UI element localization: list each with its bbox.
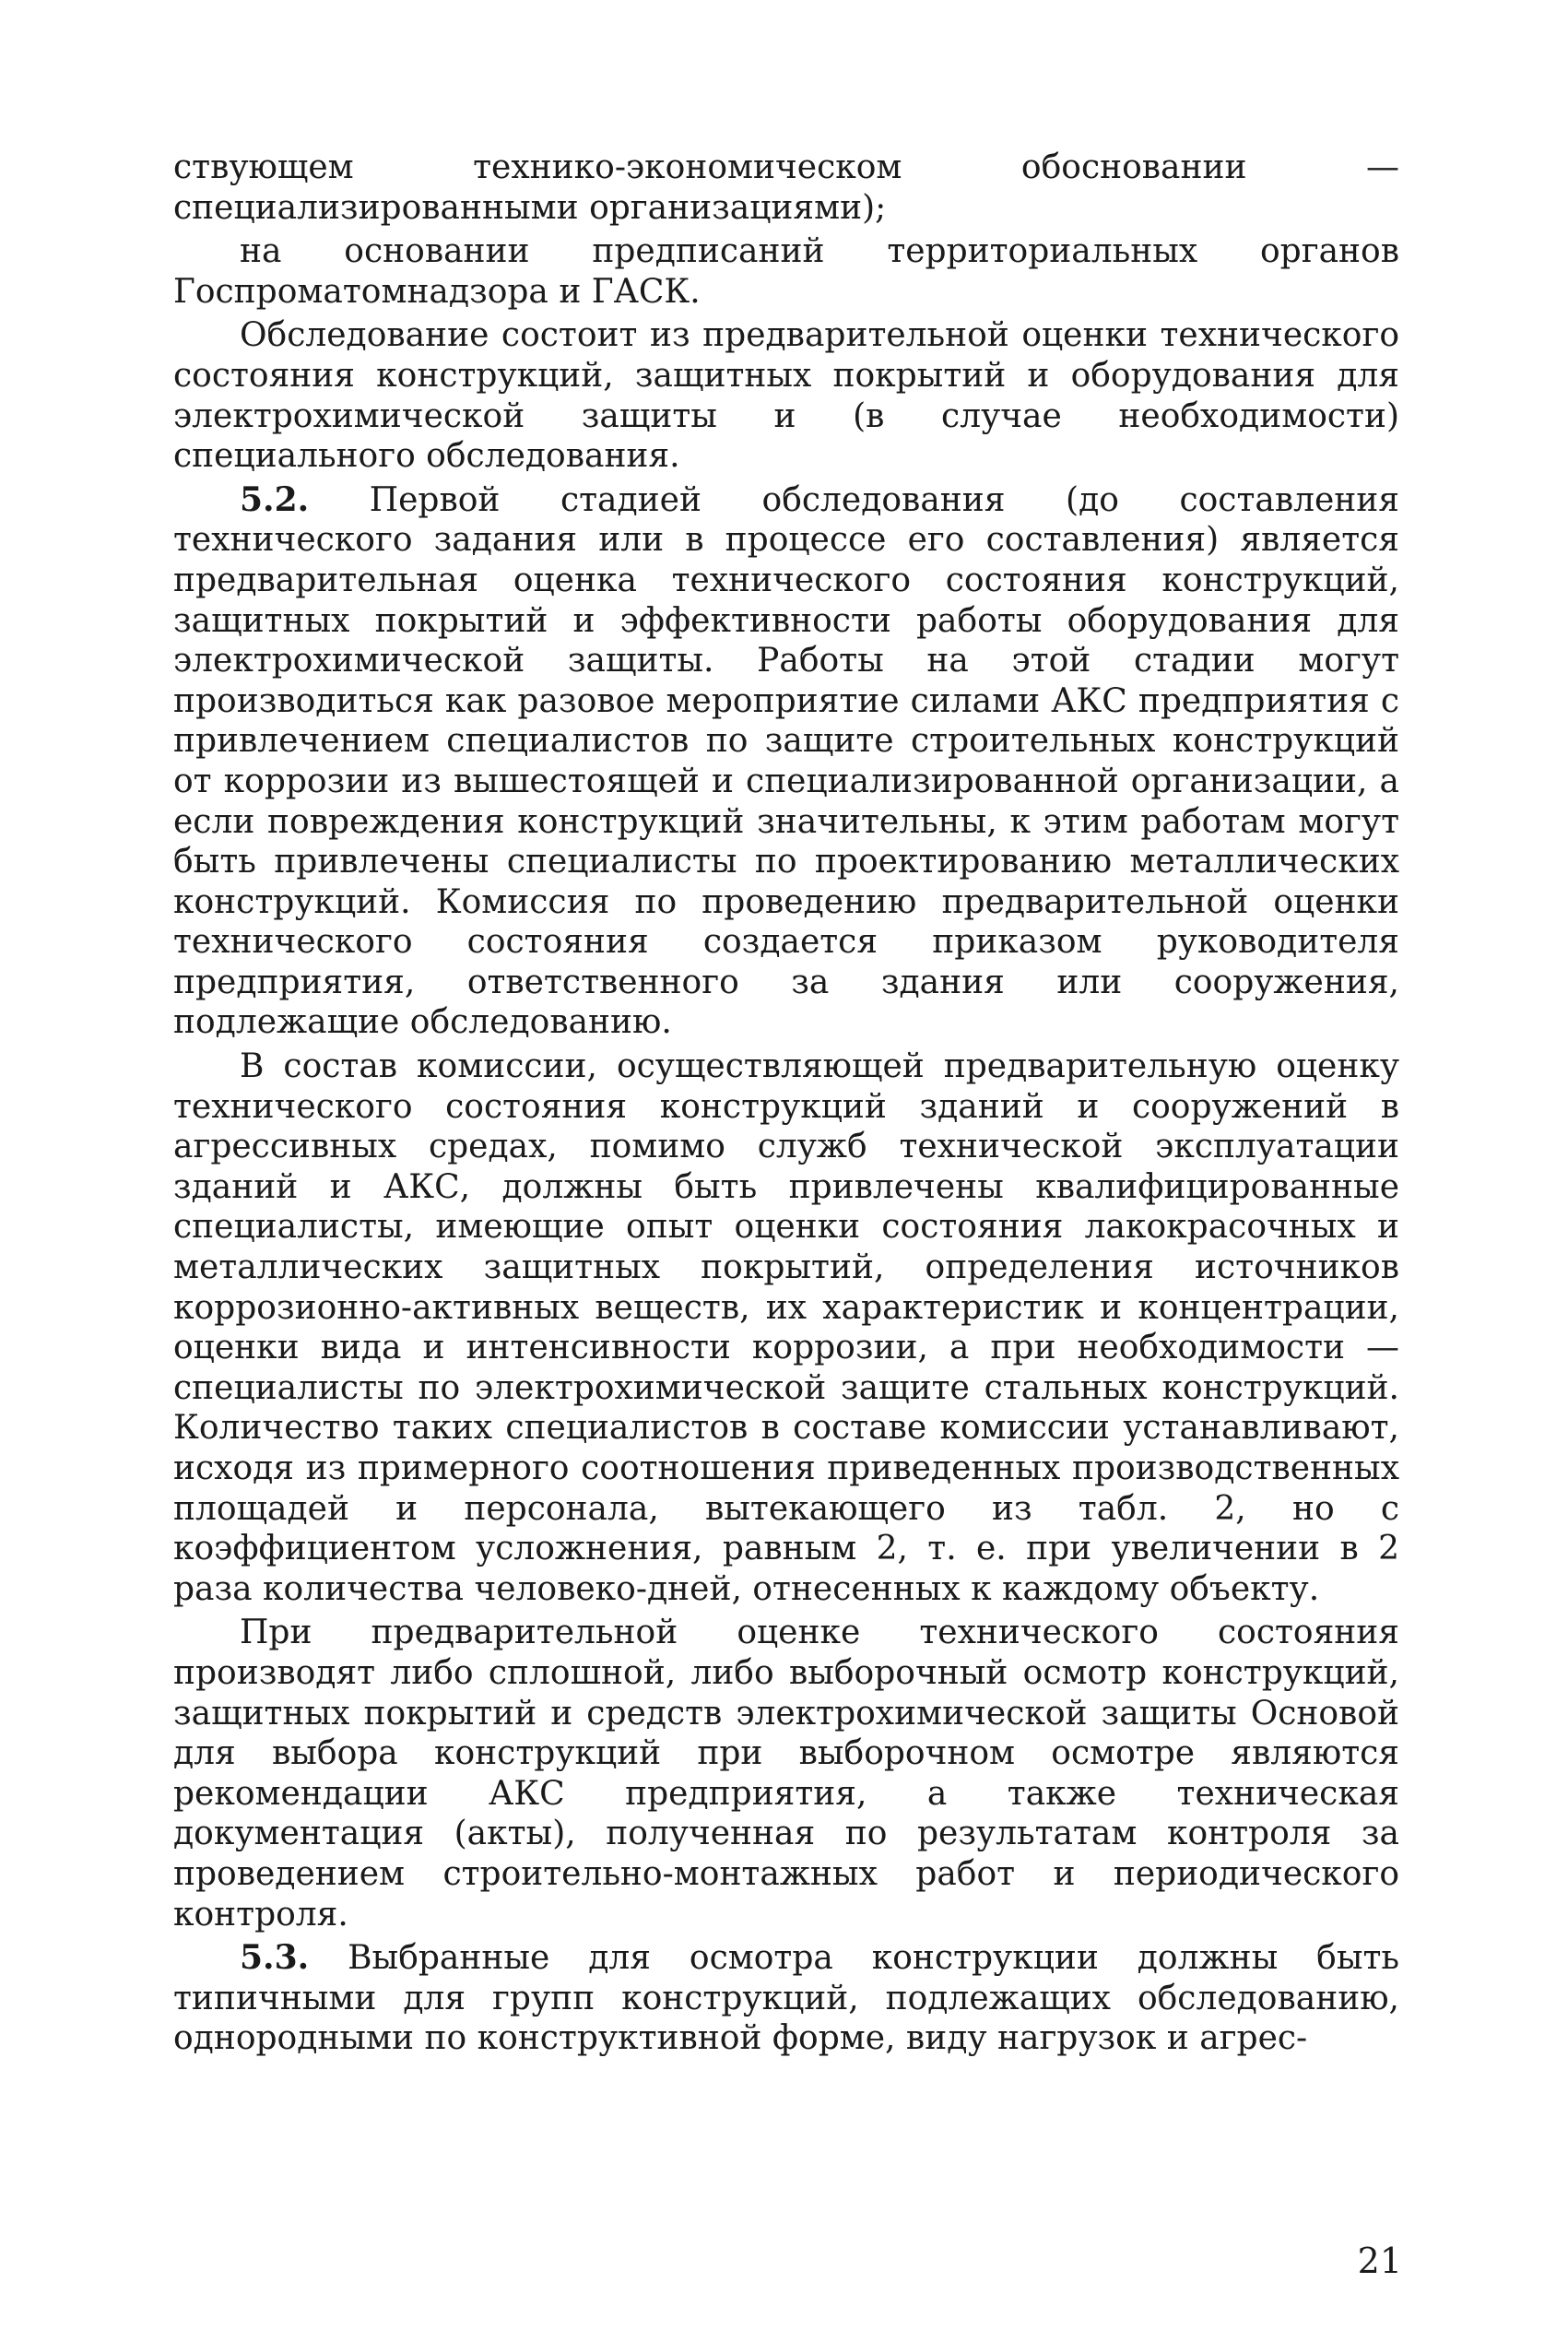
paragraph: Обследование состоит из предварительной оценки технического состояния конструкций, защитных покрытий и оборудования для электрохимической защиты и (в случае необходимости) специального обследования. <box>173 316 1399 476</box>
paragraph-text: Выбранные для осмотра конструкции должны быть типичными для групп конструкций, подлежащих обследованию, однородными по конструктивной форме, виду нагрузок и агрес- <box>173 1939 1399 2058</box>
section-number: 5.2. <box>240 479 310 519</box>
page-body <box>173 148 1399 2059</box>
section-number: 5.3. <box>240 1938 310 1978</box>
paragraph-text: Первой стадией обследования (до составления технического задания или в процессе его составления) является предварительная оценка технического состояния конструкций, защитных покрытий и эффективности работы оборудования для электрохимической защиты. Работы на этой стадии могут производиться как разовое мероприятие силами АКС предприятия с привлечением специалистов по защите строительных конструкций от коррозии из вышестоящей и специализированной организации, а если повреждения конструкций значительны, к этим работам могут быть привлечены специалисты по проектированию металлических конструкций. Комиссия по проведению предварительной оценки технического состояния создается приказом руководителя предприятия, ответственного за здания или сооружения, подлежащие обследованию. <box>173 480 1399 1042</box>
paragraph: При предварительной оценке технического состояния производят либо сплошной, либо выборочный осмотр конструкций, защитных покрытий и средств электрохимической защиты Основой для выбора конструкций при выборочном осмотре являются рекомендации АКС предприятия, а также техническая документация (акты), полученная по результатам контроля за проведением строительно-монтажных работ и периодического контроля. <box>173 1614 1399 1934</box>
paragraph-5-2 <box>173 480 1399 1043</box>
page-number: 21 <box>1357 2241 1402 2281</box>
paragraph: В состав комиссии, осуществляющей предварительную оценку технического состояния конструкций зданий и сооружений в агрессивных средах, помимо служб технической эксплуатации зданий и АКС, должны быть привлечены квалифицированные специалисты, имеющие опыт оценки состояния лакокрасочных и металлических защитных покрытий, определения источников коррозионно-активных веществ, их характеристик и концентрации, оценки вида и интенсивности коррозии, а при необходимости — специалисты по электрохимической защите стальных конструкций. Количество таких специалистов в составе комиссии устанавливают, исходя из примерного соотношения приведенных производственных площадей и персонала, вытекающего из табл. 2, но с коэффициентом усложнения, равным 2, т. е. при увеличении в 2 раза количества человеко-дней, отнесенных к каждому объекту. <box>173 1047 1399 1608</box>
paragraph-5-3 <box>173 1938 1399 2059</box>
paragraph-continued: ствующем технико-экономическом обосновании — специализированными организациями); <box>173 148 1399 227</box>
paragraph: на основании предписаний территориальных органов Госпроматомнадзора и ГАСК. <box>173 232 1399 311</box>
